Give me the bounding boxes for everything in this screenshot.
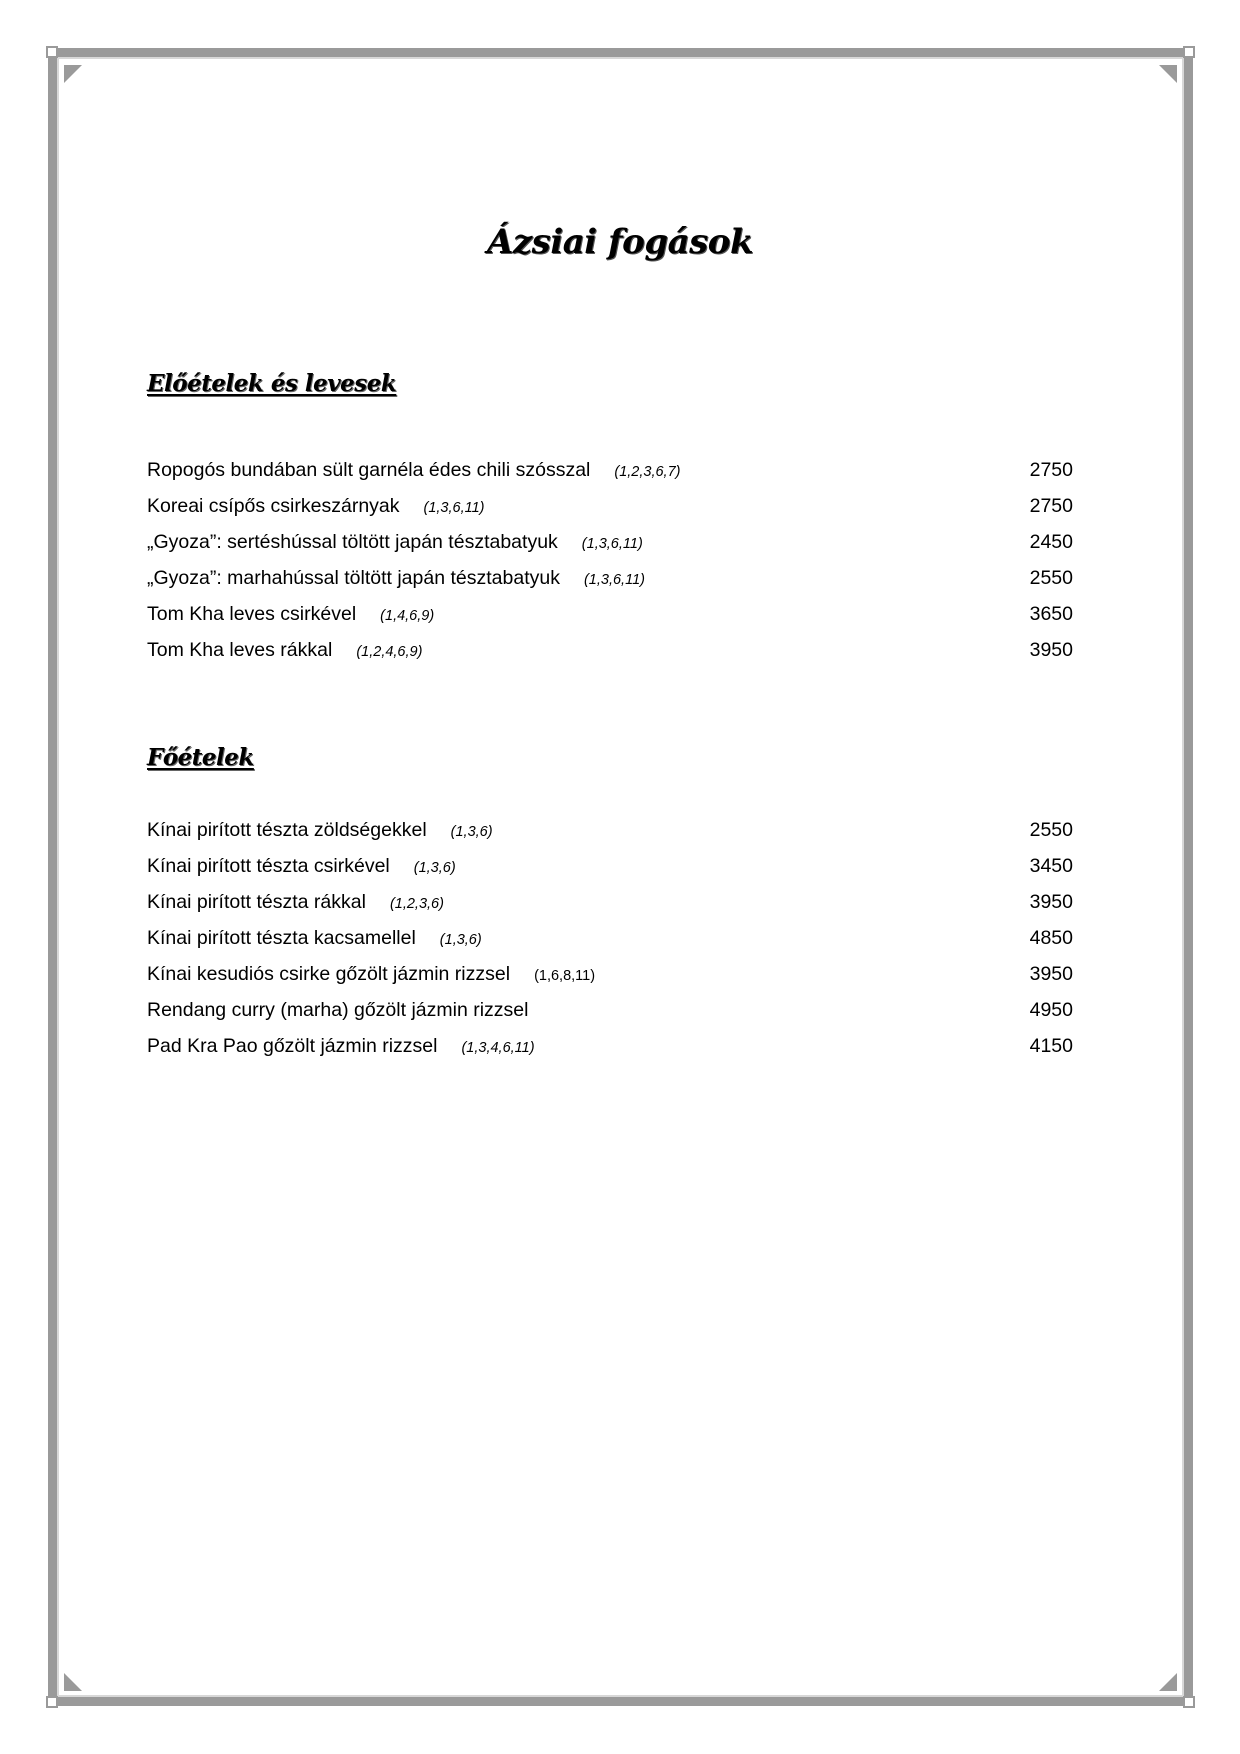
- menu-item: [147, 956, 1073, 992]
- menu-item: [147, 524, 1073, 560]
- section-title-starters-soups: Előételek és levesek: [147, 370, 397, 397]
- frame-inner-line-left: [57, 57, 59, 1697]
- frame-corner-square-top-left: [46, 46, 58, 58]
- item-allergens: (1,3,4,6,11): [461, 1040, 535, 1056]
- frame-corner-square-top-right: [1183, 46, 1195, 58]
- page-title: Ázsiai fogások: [486, 222, 753, 262]
- section-title-main-courses: Főételek: [147, 744, 254, 771]
- item-name: Kínai pirított tészta rákkal: [147, 891, 366, 913]
- item-price: 3950: [1029, 891, 1073, 913]
- item-allergens: (1,3,6,11): [583, 572, 645, 588]
- frame-corner-triangle-bottom-left: [64, 1673, 82, 1691]
- item-price: 4150: [1029, 1035, 1073, 1057]
- item-name: Tom Kha leves csirkével: [147, 603, 357, 625]
- frame-corner-square-bottom-right: [1183, 1696, 1195, 1708]
- item-price: 2450: [1029, 531, 1073, 553]
- menu-item: [147, 560, 1073, 596]
- frame-corner-square-bottom-left: [46, 1696, 58, 1708]
- frame-border-bottom: [52, 1697, 1189, 1706]
- item-allergens: (1,2,4,6,9): [356, 644, 423, 660]
- menu-item: [147, 1028, 1073, 1064]
- menu-item: [147, 632, 1073, 668]
- item-allergens: (1,2,3,6): [389, 896, 444, 912]
- item-allergens: (1,3,6,11): [581, 536, 643, 552]
- item-allergens: (1,3,6): [439, 932, 482, 948]
- item-price: 2550: [1029, 567, 1073, 589]
- item-price: 3650: [1029, 603, 1073, 625]
- item-price: 2550: [1029, 819, 1073, 841]
- frame-corner-triangle-bottom-right: [1159, 1673, 1177, 1691]
- item-name: Kínai pirított tészta csirkével: [147, 855, 390, 877]
- item-allergens: (1,4,6,9): [380, 608, 435, 624]
- frame-border-top: [52, 48, 1189, 57]
- item-name: Pad Kra Pao gőzölt jázmin rizzsel: [147, 1035, 438, 1057]
- item-name: Kínai pirított tészta zöldségekkel: [147, 819, 427, 841]
- item-name: Koreai csípős csirkeszárnyak: [147, 495, 400, 517]
- item-price: 3450: [1029, 855, 1073, 877]
- menu-item: [147, 848, 1073, 884]
- menu-item: [147, 452, 1073, 488]
- frame-inner-line-top: [57, 57, 1184, 59]
- menu-item: [147, 920, 1073, 956]
- frame-corner-triangle-top-left: [64, 65, 82, 83]
- menu-item: [147, 992, 1073, 1028]
- item-name: Tom Kha leves rákkal: [147, 639, 333, 661]
- item-price: 2750: [1029, 459, 1073, 481]
- frame-corner-triangle-top-right: [1159, 65, 1177, 83]
- item-price: 3950: [1029, 639, 1073, 661]
- frame-inner-line-bottom: [57, 1695, 1184, 1697]
- frame-border-left: [48, 52, 57, 1702]
- item-name: „Gyoza”: marhahússal töltött japán tésztabatyuk: [147, 567, 560, 589]
- item-name: Kínai kesudiós csirke gőzölt jázmin rizzsel: [147, 963, 511, 985]
- item-name: Kínai pirított tészta kacsamellel: [147, 927, 416, 949]
- item-allergens: (1,2,3,6,7): [614, 464, 681, 480]
- item-price: 2750: [1029, 495, 1073, 517]
- menu-list-starters-soups: [147, 452, 1073, 668]
- menu-list-main-courses: [147, 812, 1073, 1064]
- item-price: 4850: [1029, 927, 1073, 949]
- frame-inner-line-right: [1182, 57, 1184, 1697]
- item-allergens: (1,3,6): [413, 860, 456, 876]
- item-price: 4950: [1029, 999, 1073, 1021]
- item-allergens: (1,6,8,11): [534, 968, 596, 984]
- menu-item: [147, 884, 1073, 920]
- menu-item: [147, 596, 1073, 632]
- item-allergens: (1,3,6): [450, 824, 493, 840]
- item-name: „Gyoza”: sertéshússal töltött japán tésztabatyuk: [147, 531, 558, 553]
- item-name: Rendang curry (marha) gőzölt jázmin rizzsel: [147, 999, 529, 1021]
- menu-item: [147, 812, 1073, 848]
- item-allergens: (1,3,6,11): [423, 500, 485, 516]
- frame-border-right: [1184, 52, 1193, 1702]
- item-name: Ropogós bundában sült garnéla édes chili szósszal: [147, 459, 591, 481]
- menu-item: [147, 488, 1073, 524]
- item-price: 3950: [1029, 963, 1073, 985]
